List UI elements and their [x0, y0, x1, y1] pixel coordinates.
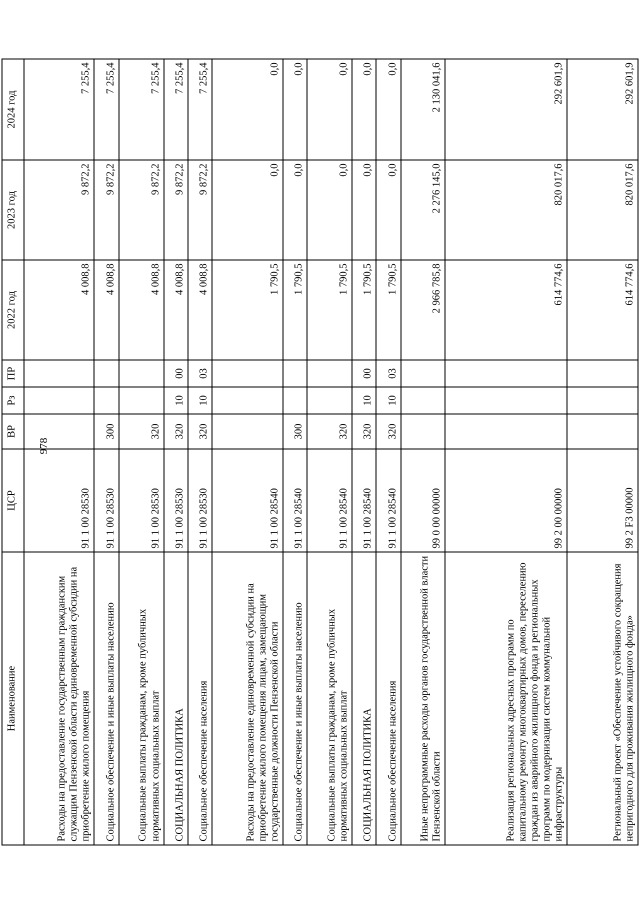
cell-csr: 91 1 00 28530	[188, 449, 212, 552]
cell-2024: 0,0	[307, 59, 352, 160]
header-rz: Рз	[2, 387, 24, 414]
cell-2024: 0,0	[283, 59, 307, 160]
cell-pr	[567, 360, 638, 387]
header-2024: 2024 год	[2, 59, 24, 160]
cell-2023: 2 276 145,0	[401, 160, 446, 260]
table-row	[212, 59, 282, 845]
cell-pr	[445, 360, 567, 387]
cell-vr: 320	[376, 414, 400, 449]
cell-vr: 320	[307, 414, 352, 449]
cell-2023: 0,0	[212, 160, 282, 260]
cell-pr	[283, 360, 307, 387]
cell-2022: 4 008,8	[119, 260, 164, 360]
cell-csr: 99 2 F3 00000	[567, 449, 638, 552]
cell-csr: 91 1 00 28540	[352, 449, 376, 552]
cell-2023: 0,0	[283, 160, 307, 260]
cell-2024: 7 255,4	[119, 59, 164, 160]
cell-pr: 00	[352, 360, 376, 387]
cell-2024: 7 255,4	[188, 59, 212, 160]
cell-vr: 300	[94, 414, 118, 449]
cell-pr	[212, 360, 282, 387]
cell-pr	[119, 360, 164, 387]
cell-csr: 91 1 00 28530	[119, 449, 164, 552]
cell-csr: 99 0 00 00000	[401, 449, 446, 552]
cell-2022: 4 008,8	[164, 260, 188, 360]
cell-vr: 300	[283, 414, 307, 449]
cell-pr: 00	[164, 360, 188, 387]
rotated-table-container	[2, 60, 639, 846]
cell-rz	[94, 387, 118, 414]
cell-vr	[445, 414, 567, 449]
page-number: 978	[38, 437, 50, 455]
cell-vr: 320	[188, 414, 212, 449]
table-row	[94, 59, 118, 845]
header-pr: ПР	[2, 360, 24, 387]
cell-2022: 1 790,5	[307, 260, 352, 360]
table-row	[352, 59, 376, 845]
cell-vr	[567, 414, 638, 449]
cell-rz: 10	[164, 387, 188, 414]
cell-csr: 91 1 00 28540	[307, 449, 352, 552]
cell-vr: 320	[119, 414, 164, 449]
cell-rz: 10	[352, 387, 376, 414]
table-row	[24, 59, 94, 845]
cell-rz	[283, 387, 307, 414]
cell-rz: 10	[376, 387, 400, 414]
cell-pr	[94, 360, 118, 387]
cell-vr	[401, 414, 446, 449]
cell-name: Социальное обеспечение и иные выплаты населению	[94, 552, 118, 845]
cell-2023: 820 017,6	[445, 160, 567, 260]
cell-rz	[24, 387, 94, 414]
cell-2024: 0,0	[352, 59, 376, 160]
cell-name: Социальные выплаты гражданам, кроме публичных нормативных социальных выплат	[307, 552, 352, 845]
cell-pr: 03	[376, 360, 400, 387]
table-row	[567, 59, 638, 845]
cell-pr	[401, 360, 446, 387]
cell-pr	[24, 360, 94, 387]
header-2023: 2023 год	[2, 160, 24, 260]
cell-name: Социальное обеспечение населения	[188, 552, 212, 845]
cell-2024: 7 255,4	[24, 59, 94, 160]
cell-rz	[567, 387, 638, 414]
cell-csr: 91 1 00 28540	[283, 449, 307, 552]
table-row	[164, 59, 188, 845]
table-row	[119, 59, 164, 845]
cell-rz	[445, 387, 567, 414]
header-csr: ЦСР	[2, 449, 24, 552]
cell-2024: 0,0	[376, 59, 400, 160]
cell-pr: 03	[188, 360, 212, 387]
cell-vr	[212, 414, 282, 449]
cell-name: СОЦИАЛЬНАЯ ПОЛИТИКА	[164, 552, 188, 845]
cell-csr: 91 1 00 28540	[376, 449, 400, 552]
cell-vr: 320	[164, 414, 188, 449]
cell-2022: 614 774,6	[445, 260, 567, 360]
header-vr: ВР	[2, 414, 24, 449]
table-row	[283, 59, 307, 845]
cell-rz: 10	[188, 387, 212, 414]
table-row	[307, 59, 352, 845]
table-row	[445, 59, 567, 845]
cell-name: Расходы на предоставление государственным гражданским служащим Пензенской области единовременной субсидии на приобретение жилого помещения	[24, 552, 94, 845]
cell-rz	[212, 387, 282, 414]
cell-2024: 0,0	[212, 59, 282, 160]
cell-2022: 4 008,8	[188, 260, 212, 360]
cell-csr: 91 1 00 28540	[212, 449, 282, 552]
cell-rz	[401, 387, 446, 414]
cell-2023: 9 872,2	[94, 160, 118, 260]
cell-2022: 1 790,5	[212, 260, 282, 360]
cell-2023: 0,0	[376, 160, 400, 260]
cell-name: Региональный проект «Обеспечение устойчивого сокращения непригодного для проживания жилищного фонда»	[567, 552, 638, 845]
cell-2022: 1 790,5	[283, 260, 307, 360]
cell-name: Социальные выплаты гражданам, кроме публичных нормативных социальных выплат	[119, 552, 164, 845]
cell-csr: 91 1 00 28530	[24, 449, 94, 552]
cell-csr: 91 1 00 28530	[164, 449, 188, 552]
cell-2023: 9 872,2	[24, 160, 94, 260]
table-header-row	[2, 59, 24, 845]
cell-name: Реализация региональных адресных программ по капитальному ремонту многоквартирных домов, переселению граждан из аварийного жилищного фонда и региональных программ по модернизации систем коммунальной инфраструктуры	[445, 552, 567, 845]
cell-name: Иные непрограммные расходы органов государственной власти Пензенской области	[401, 552, 446, 845]
cell-2022: 4 008,8	[94, 260, 118, 360]
table-row	[401, 59, 446, 845]
cell-2024: 7 255,4	[94, 59, 118, 160]
cell-vr: 320	[352, 414, 376, 449]
cell-name: Расходы на предоставление единовременной субсидии на приобретение жилого помещения лицам, замещающим государственные должности Пензенской области	[212, 552, 282, 845]
cell-rz	[119, 387, 164, 414]
header-name: Наименование	[2, 552, 24, 845]
cell-2022: 1 790,5	[376, 260, 400, 360]
cell-name: Социальное обеспечение и иные выплаты населению	[283, 552, 307, 845]
cell-2023: 0,0	[307, 160, 352, 260]
header-2022: 2022 год	[2, 260, 24, 360]
table-row	[188, 59, 212, 845]
cell-2023: 9 872,2	[119, 160, 164, 260]
cell-pr	[307, 360, 352, 387]
table-row	[376, 59, 400, 845]
cell-csr: 91 1 00 28530	[94, 449, 118, 552]
cell-csr: 99 2 00 00000	[445, 449, 567, 552]
cell-2024: 2 130 041,6	[401, 59, 446, 160]
cell-2023: 0,0	[352, 160, 376, 260]
cell-2024: 7 255,4	[164, 59, 188, 160]
cell-2022: 614 774,6	[567, 260, 638, 360]
cell-vr	[24, 414, 94, 449]
cell-2024: 292 601,9	[567, 59, 638, 160]
cell-name: Социальное обеспечение населения	[376, 552, 400, 845]
table-body	[24, 59, 638, 845]
cell-rz	[307, 387, 352, 414]
cell-name: СОЦИАЛЬНАЯ ПОЛИТИКА	[352, 552, 376, 845]
cell-2023: 9 872,2	[188, 160, 212, 260]
cell-2023: 9 872,2	[164, 160, 188, 260]
cell-2024: 292 601,9	[445, 59, 567, 160]
cell-2022: 2 966 785,8	[401, 260, 446, 360]
cell-2022: 4 008,8	[24, 260, 94, 360]
cell-2023: 820 017,6	[567, 160, 638, 260]
budget-table	[2, 59, 639, 846]
cell-2022: 1 790,5	[352, 260, 376, 360]
